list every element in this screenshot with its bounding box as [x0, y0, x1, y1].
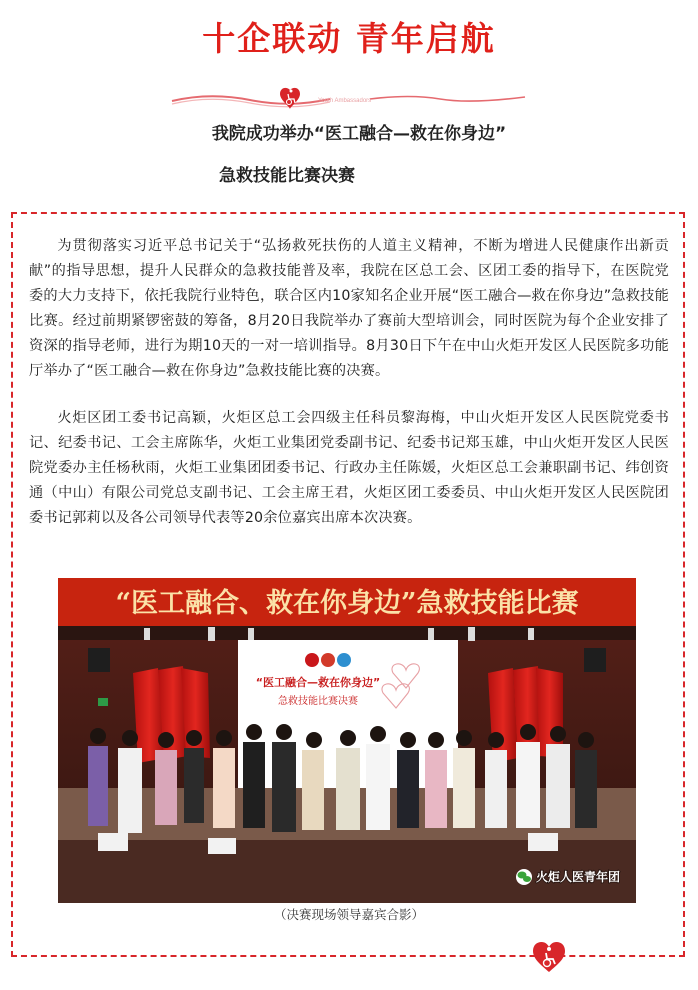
- divider-text: Youth Ambassadors: [318, 98, 372, 104]
- page-title: 十企联动 青年启航: [202, 19, 496, 58]
- article-subtitle-line2: 急救技能比赛决赛: [219, 166, 355, 186]
- group-photo: [58, 578, 636, 903]
- screen-line-2: 急救技能比赛决赛: [278, 696, 358, 707]
- photo-banner-text: “医工融合、救在你身边”急救技能比赛: [115, 588, 579, 619]
- heart-wheelchair-icon: [531, 940, 567, 974]
- photo-watermark: 火炬人医青年团: [536, 870, 621, 884]
- wechat-icon: [516, 869, 532, 885]
- heart-wheelchair-icon: [280, 88, 300, 109]
- photo-caption: （决赛现场领导嘉宾合影）: [273, 907, 424, 922]
- article-paragraph-2: 火炬区团工委书记高颖，火炬区总工会四级主任科员黎海梅，中山火炬开发区人民医院党委书记、纪委书记、工会主席陈华，火炬工业集团党委副书记、纪委书记郑玉雄，中山火炬开发区人民医院党委办主任杨秋雨，火炬工业集团团委书记、行政办主任陈媛，火炬区总工会兼职副书记、纬创资通（中山）有限公司党总支副书记、工会主席王君，火炬区团工委委员、中山火炬开发区人民医院团委书记郭莉以及各公司领导代表等20余位嘉宾出席本次决赛。: [29, 410, 669, 526]
- article-subtitle-line1: 我院成功举办“医工融合—救在你身边”: [211, 124, 507, 144]
- screen-line-1: “医工融合—救在你身边”: [255, 676, 381, 689]
- article-paragraph-1: 为贯彻落实习近平总书记关于“弘扬救死扶伤的人道主义精神，不断为增进人民健康作出新贡献”的指导思想，提升人民群众的急救技能普及率，我院在区总工会、区团工委的指导下，在医院党委的大力支持下，依托我院行业特色，联合区内10家知名企业开展“医工融合—救在你身边”急救技能比赛。经过前期紧锣密鼓的筹备，8月20日我院举办了赛前大型培训会，同时医院为每个企业安排了资深的指导老师，进行为期10天的一对一培训指导。8月30日下午在中山火炬开发区人民医院多功能厅举办了“医工融合—救在你身边”急救技能比赛的决赛。: [29, 238, 669, 379]
- title-divider: [170, 84, 530, 114]
